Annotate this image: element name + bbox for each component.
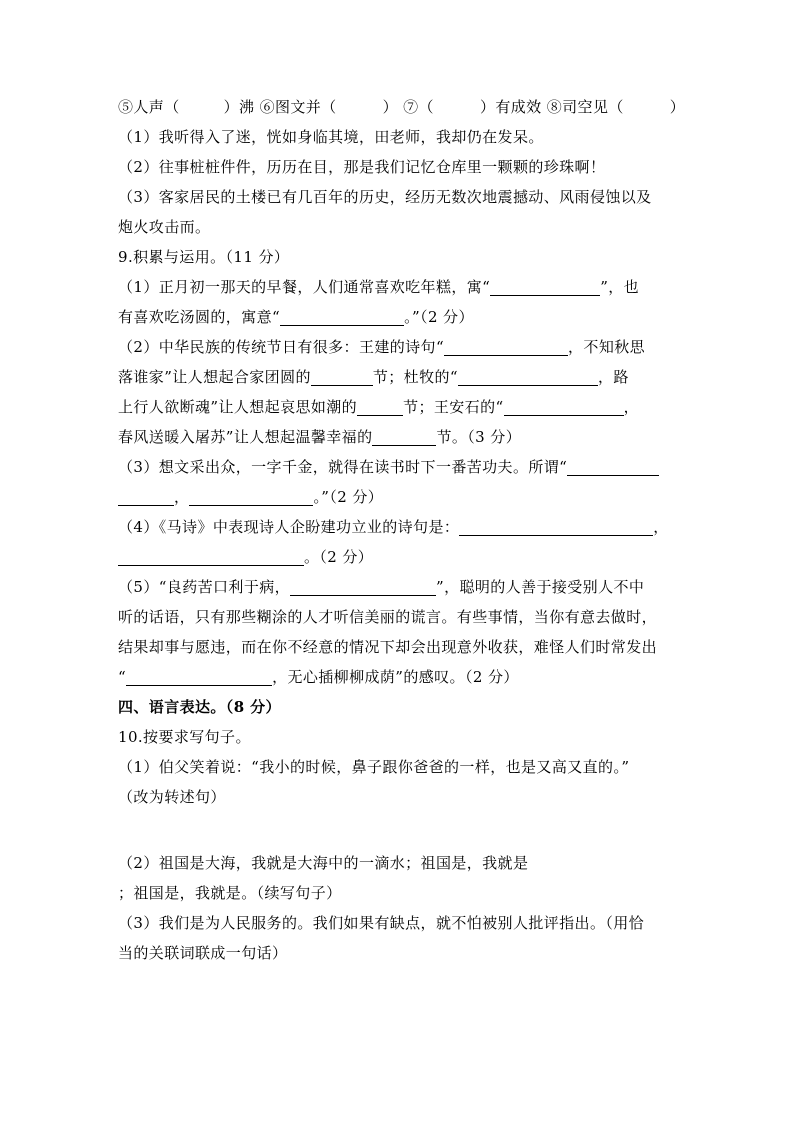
- q9-part5-line4: [118, 662, 678, 692]
- q10-title: 10.按要求写句子。: [118, 728, 251, 746]
- q8-sentence-3-cont: 炮火攻击而。: [118, 218, 211, 236]
- q9-p4-blank-2[interactable]: [118, 547, 304, 566]
- q9-p1-text-a: （1）正月初一那天的早餐，人们通常喜欢吃年糕，寓“: [118, 278, 491, 296]
- q9-p1-text-c: 有喜欢吃汤圆的，寓意“: [118, 308, 281, 326]
- q10-s3-line2: 当的关联词联成一句话）: [118, 944, 288, 962]
- q8-items-line: [118, 92, 686, 122]
- q9-p2-blank-3[interactable]: [458, 367, 598, 386]
- q9-p5-text-e: “: [118, 668, 127, 686]
- q9-p2-blank-2[interactable]: [311, 367, 373, 386]
- q8-item-8-label: ）有成效 ⑧司空见（: [479, 98, 624, 116]
- q9-p5-text-a: （5）“良药苦口利于病，: [118, 578, 291, 596]
- q9-part3-line2: [118, 482, 678, 512]
- q9-p2-blank-4[interactable]: [357, 397, 403, 416]
- q9-p2-text-j: 节。（3 分）: [436, 428, 522, 446]
- q9-part3-line1: [118, 452, 678, 482]
- q9-part1-line2: [118, 302, 678, 332]
- q8-item-6-label: ）沸 ⑥图文并（: [223, 98, 337, 116]
- q9-p4-blank-1[interactable]: [459, 517, 653, 536]
- q9-p5-text-b: ”，聪明的人善于接受别人不中: [436, 578, 645, 596]
- q10-s1-line1: （1）伯父笑着说：“我小的时候，鼻子跟你爸爸的一样，也是又高又直的。”: [118, 758, 630, 776]
- q9-p2-blank-1[interactable]: [444, 337, 568, 356]
- q9-part4-line1: [118, 512, 678, 542]
- q9-part1-line1: [118, 272, 678, 302]
- q10-s2-line2: ；祖国是，我就是。（续写句子）: [118, 884, 342, 902]
- q9-part2-line4: [118, 422, 678, 452]
- q9-p5-text-f: ，无心插柳柳成荫”的感叹。（2 分）: [272, 668, 519, 686]
- q9-p3-blank-2[interactable]: [189, 487, 313, 506]
- q9-p3-blank-1b[interactable]: [118, 487, 174, 506]
- q9-part2-line3: [118, 392, 678, 422]
- q9-p2-text-i: 春风送暖入屠苏”让人想起温馨幸福的: [118, 428, 373, 446]
- q9-part2-line2: [118, 362, 678, 392]
- q9-p2-text-f: 上行人欲断魂”让人想起哀思如潮的: [118, 398, 358, 416]
- q9-p2-blank-5[interactable]: [504, 397, 624, 416]
- q9-p2-text-b: ，不知秋思: [568, 338, 646, 356]
- exam-page: [118, 92, 686, 968]
- q9-p5-blank-1[interactable]: [290, 577, 436, 596]
- q8-item-8-close: ）: [669, 98, 686, 116]
- q9-p1-blank-2[interactable]: [280, 307, 404, 326]
- q9-p4-text-a: （4）《马诗》中表现诗人企盼建功立业的诗句是：: [118, 518, 460, 536]
- q9-p5-blank-2[interactable]: [126, 667, 272, 686]
- q8-item-5-label: ⑤人声（: [118, 98, 180, 116]
- q9-p2-text-a: （2）中华民族的传统节日有很多：王建的诗句“: [118, 338, 445, 356]
- q10-s3-line1: （3）我们是为人民服务的。我们如果有缺点，就不怕被别人批评指出。（用恰: [118, 914, 645, 932]
- q10-s1-line2: （改为转述句）: [118, 788, 226, 806]
- q9-p2-blank-6[interactable]: [372, 427, 436, 446]
- q8-sentence-2: （2）往事桩桩件件，历历在目，那是我们记忆仓库里一颗颗的珍珠啊！: [118, 158, 606, 176]
- q9-p3-text-c: 。”（2 分）: [313, 488, 384, 506]
- q9-part5-line3: 结果却事与愿违，而在你不经意的情况下却会出现意外收获，难怪人们时常发出: [118, 638, 658, 656]
- q9-p2-text-e: ，路: [597, 368, 629, 386]
- q10-s2-line1: （2）祖国是大海，我就是大海中的一滴水；祖国是，我就是: [118, 854, 529, 872]
- q9-p2-text-c: 落谁家”让人想起合家团圆的: [118, 368, 311, 386]
- q9-title: 9.积累与运用。（11 分）: [118, 248, 290, 266]
- q9-part5-line1: [118, 572, 678, 602]
- q9-p4-text-c: 。（2 分）: [304, 548, 374, 566]
- q9-p2-text-h: ，: [623, 398, 639, 416]
- q9-part5-line2: 听的话语，只有那些糊涂的人才听信美丽的谎言。有些事情，当你有意去做时，: [118, 608, 658, 626]
- q9-p4-text-b: ，: [653, 518, 669, 536]
- q9-p1-text-b: ”，也: [600, 278, 640, 296]
- q8-sentence-3: （3）客家居民的土楼已有几百年的历史，经历无数次地震撼动、风雨侵蚀以及: [118, 188, 652, 206]
- section-4-heading: 四、语言表达。（8 分）: [118, 698, 281, 716]
- q9-p2-text-d: 节；杜牧的“: [372, 368, 458, 386]
- q9-p1-blank-1[interactable]: [490, 277, 600, 296]
- q9-p1-text-d: 。”（2 分）: [404, 308, 474, 326]
- q9-p3-blank-1a[interactable]: [567, 457, 659, 476]
- q9-p2-text-g: 节；王安石的“: [403, 398, 504, 416]
- q8-item-7-label: ） ⑦（: [382, 98, 434, 116]
- q9-p3-text-b: ，: [174, 488, 190, 506]
- q9-part4-line2: [118, 542, 678, 572]
- q9-p3-text-a: （3）想文采出众，一字千金，就得在读书时下一番苦功夫。所谓“: [118, 458, 568, 476]
- q8-sentence-1: （1）我听得入了迷，恍如身临其境，田老师，我却仍在发呆。: [118, 128, 544, 146]
- q9-part2-line1: [118, 332, 678, 362]
